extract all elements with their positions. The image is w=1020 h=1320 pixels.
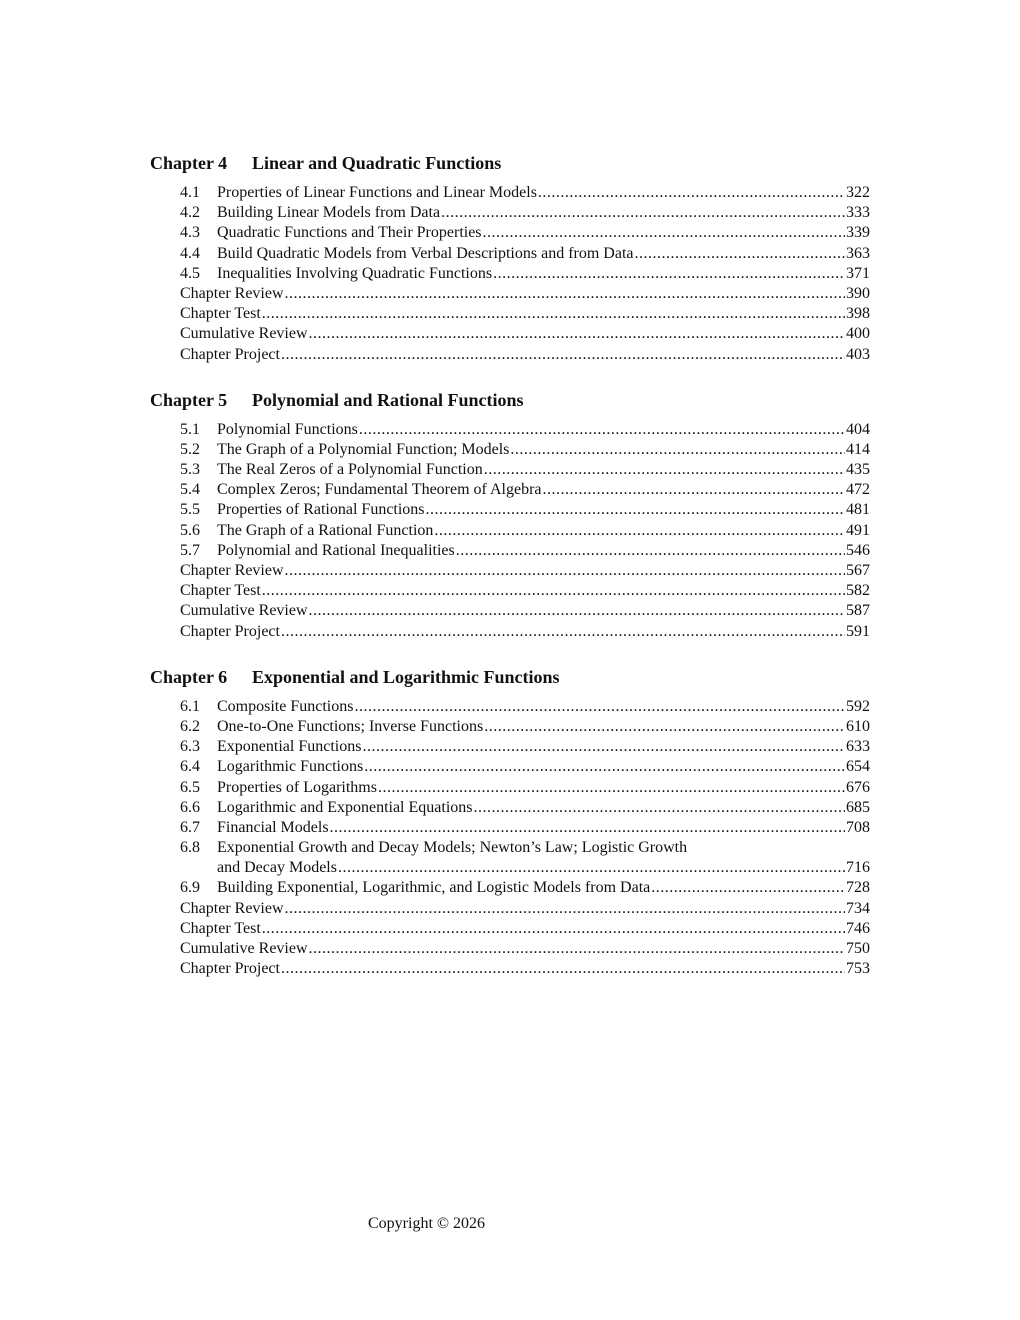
page-number: 403 (846, 345, 870, 363)
section-number: 6.2 (180, 717, 200, 735)
dot-leader (538, 183, 845, 203)
toc-entry[interactable] (150, 324, 870, 344)
chapter-heading (150, 666, 870, 688)
dot-leader (651, 878, 845, 898)
toc-entry[interactable] (150, 798, 870, 818)
page-number: 633 (846, 738, 870, 756)
toc-entry[interactable] (150, 460, 870, 480)
section-number: 5.1 (180, 420, 200, 438)
page-number: 472 (846, 481, 870, 499)
dot-leader (309, 939, 845, 959)
entry-title: Complex Zeros; Fundamental Theorem of Algebra (217, 481, 542, 499)
chapter-heading (150, 389, 870, 411)
section-number: 4.4 (180, 244, 200, 262)
section-number: 6.6 (180, 798, 200, 816)
page-number: 728 (846, 879, 870, 897)
dot-leader (309, 601, 845, 621)
page-number: 750 (846, 940, 870, 957)
page-number: 371 (846, 264, 870, 282)
toc-entry[interactable] (150, 304, 870, 324)
dot-leader (281, 345, 845, 365)
entry-title: Chapter Review (180, 899, 284, 917)
toc-entry[interactable] (150, 581, 870, 601)
section-number: 4.5 (180, 264, 200, 282)
section-number: 4.2 (180, 204, 200, 222)
page-number: 716 (846, 859, 870, 877)
section-number: 5.3 (180, 461, 200, 479)
entry-title: Cumulative Review (180, 325, 308, 343)
page-number: 592 (846, 697, 870, 715)
chapter-section (150, 666, 870, 980)
chapter-section (150, 152, 870, 365)
dot-leader (354, 697, 845, 717)
entry-title: Building Linear Models from Data (217, 204, 441, 222)
chapter-number: Chapter 5 (150, 389, 228, 410)
table-of-contents (150, 152, 870, 1003)
toc-entry[interactable] (150, 183, 870, 203)
page-number: 587 (846, 602, 870, 620)
entry-title: Chapter Project (180, 345, 280, 363)
dot-leader (262, 581, 845, 601)
page-number: 322 (846, 184, 870, 201)
copyright-footer: Copyright © 2026 (368, 1215, 486, 1232)
toc-entry[interactable] (150, 561, 870, 581)
dot-leader (309, 324, 845, 344)
toc-entry[interactable] (150, 500, 870, 520)
entry-title: Composite Functions (217, 697, 354, 715)
toc-entry[interactable] (150, 440, 870, 460)
entry-title: Chapter Review (180, 562, 284, 579)
entry-title: Logarithmic and Exponential Equations (217, 798, 473, 816)
page-number: 339 (846, 224, 870, 242)
entry-title: The Real Zeros of a Polynomial Function (217, 461, 483, 479)
dot-leader (285, 561, 845, 581)
entry-title: Polynomial and Rational Inequalities (217, 541, 455, 559)
dot-leader (364, 757, 845, 777)
section-number: 6.4 (180, 758, 200, 776)
dot-leader (474, 798, 846, 818)
entry-title: Cumulative Review (180, 602, 308, 620)
dot-leader (330, 818, 845, 838)
entry-title: Chapter Project (180, 960, 280, 978)
entry-title: Chapter Test (180, 305, 261, 323)
chapter-title: Linear and Quadratic Functions (252, 153, 502, 173)
entry-title: Polynomial Functions (217, 420, 358, 438)
toc-entry[interactable] (150, 838, 870, 858)
page-number: 363 (846, 244, 870, 262)
page-number: 567 (846, 562, 870, 579)
toc-entry[interactable] (150, 284, 870, 304)
dot-leader (378, 778, 845, 798)
entry-title: Chapter Test (180, 582, 261, 600)
entry-title: Properties of Linear Functions and Linear Models (217, 184, 537, 201)
chapter-number: Chapter 4 (150, 153, 228, 173)
entry-title: Chapter Test (180, 919, 261, 937)
entry-title: The Graph of a Rational Function (217, 521, 434, 539)
page-number: 734 (846, 899, 870, 917)
dot-leader (441, 203, 845, 223)
dot-leader (426, 500, 845, 520)
entry-title: Cumulative Review (180, 940, 308, 957)
dot-leader (493, 264, 845, 284)
entry-title: Inequalities Involving Quadratic Functions (217, 264, 493, 282)
entry-title: Properties of Rational Functions (217, 501, 425, 519)
page-number: 481 (846, 501, 870, 519)
page-number: 435 (846, 461, 870, 479)
dot-leader (434, 521, 845, 541)
toc-entry[interactable] (150, 480, 870, 500)
toc-entry[interactable] (150, 818, 870, 838)
toc-entry[interactable] (150, 264, 870, 284)
section-number: 6.8 (180, 839, 200, 857)
entry-title: Quadratic Functions and Their Properties (217, 224, 482, 242)
dot-leader (362, 737, 845, 757)
toc-entry[interactable] (150, 737, 870, 757)
section-number: 6.7 (180, 818, 200, 836)
toc-entry[interactable] (150, 939, 870, 959)
page-number: 400 (846, 325, 870, 343)
entry-title: Logarithmic Functions (217, 758, 364, 776)
entry-title: One-to-One Functions; Inverse Functions (217, 717, 484, 735)
page-number: 398 (846, 305, 870, 323)
toc-entry[interactable] (150, 521, 870, 541)
section-number: 5.6 (180, 521, 200, 539)
entry-title: Exponential Functions (217, 738, 362, 756)
dot-leader (510, 440, 845, 460)
entry-title: Properties of Logarithms (217, 778, 377, 796)
page-number: 414 (846, 440, 870, 458)
chapter-title: Polynomial and Rational Functions (252, 389, 524, 410)
dot-leader (543, 480, 845, 500)
dot-leader (484, 460, 845, 480)
section-number: 5.5 (180, 501, 200, 519)
page-number: 582 (846, 582, 870, 600)
section-number: 6.1 (180, 697, 200, 715)
dot-leader (635, 244, 846, 264)
toc-entry[interactable] (150, 697, 870, 717)
entry-title: Build Quadratic Models from Verbal Descriptions and from Data (217, 244, 634, 262)
page-number: 546 (846, 541, 870, 559)
entry-title: Chapter Project (180, 622, 280, 640)
toc-entry[interactable] (150, 959, 870, 979)
page-number: 685 (846, 798, 870, 816)
toc-entry[interactable] (150, 420, 870, 440)
toc-entry[interactable] (150, 757, 870, 777)
toc-entry[interactable] (150, 244, 870, 264)
dot-leader (359, 420, 845, 440)
dot-leader (262, 304, 845, 324)
toc-entry[interactable] (150, 203, 870, 223)
toc-entry[interactable] (150, 622, 870, 642)
chapter-number: Chapter 6 (150, 666, 228, 687)
page-number: 404 (846, 420, 870, 438)
entry-title: Financial Models (217, 818, 329, 836)
page-number: 390 (846, 284, 870, 302)
toc-entry[interactable] (150, 223, 870, 243)
dot-leader (285, 899, 845, 919)
page-number: 491 (846, 521, 870, 539)
section-number: 4.3 (180, 224, 200, 242)
dot-leader (484, 717, 845, 737)
entry-title: The Graph of a Polynomial Function; Models (217, 440, 510, 458)
dot-leader (338, 858, 845, 878)
page-number: 654 (846, 758, 870, 776)
section-number: 5.7 (180, 541, 200, 559)
toc-entry[interactable] (150, 878, 870, 898)
toc-entry[interactable] (150, 919, 870, 939)
page-number: 676 (846, 778, 870, 796)
section-number: 5.4 (180, 481, 200, 499)
dot-leader (285, 284, 845, 304)
chapter-title: Exponential and Logarithmic Functions (252, 666, 560, 687)
entry-title: Exponential Growth and Decay Models; Newton’s Law; Logistic Growth (217, 839, 688, 857)
page-number: 746 (846, 919, 870, 937)
section-number: 6.3 (180, 738, 200, 756)
toc-entry[interactable] (150, 601, 870, 621)
page-number: 708 (846, 818, 870, 836)
page-number: 753 (846, 960, 870, 978)
chapter-heading (150, 152, 870, 174)
toc-entry[interactable] (150, 717, 870, 737)
section-number: 5.2 (180, 440, 200, 458)
page-number: 610 (846, 717, 870, 735)
dot-leader (456, 541, 845, 561)
dot-leader (262, 919, 845, 939)
toc-entry-continuation[interactable] (150, 858, 870, 878)
section-number: 4.1 (180, 184, 200, 201)
section-number: 6.9 (180, 879, 200, 897)
entry-title: and Decay Models (217, 859, 337, 877)
toc-entry[interactable] (150, 899, 870, 919)
toc-entry[interactable] (150, 778, 870, 798)
chapter-section (150, 389, 870, 642)
dot-leader (483, 223, 845, 243)
dot-leader (281, 622, 845, 642)
dot-leader (281, 959, 845, 979)
toc-entry[interactable] (150, 345, 870, 365)
entry-title: Building Exponential, Logarithmic, and Logistic Models from Data (217, 879, 651, 897)
section-number: 6.5 (180, 778, 200, 796)
page-number: 591 (846, 622, 870, 640)
toc-entry[interactable] (150, 541, 870, 561)
page-number: 333 (846, 204, 870, 222)
entry-title: Chapter Review (180, 284, 284, 302)
